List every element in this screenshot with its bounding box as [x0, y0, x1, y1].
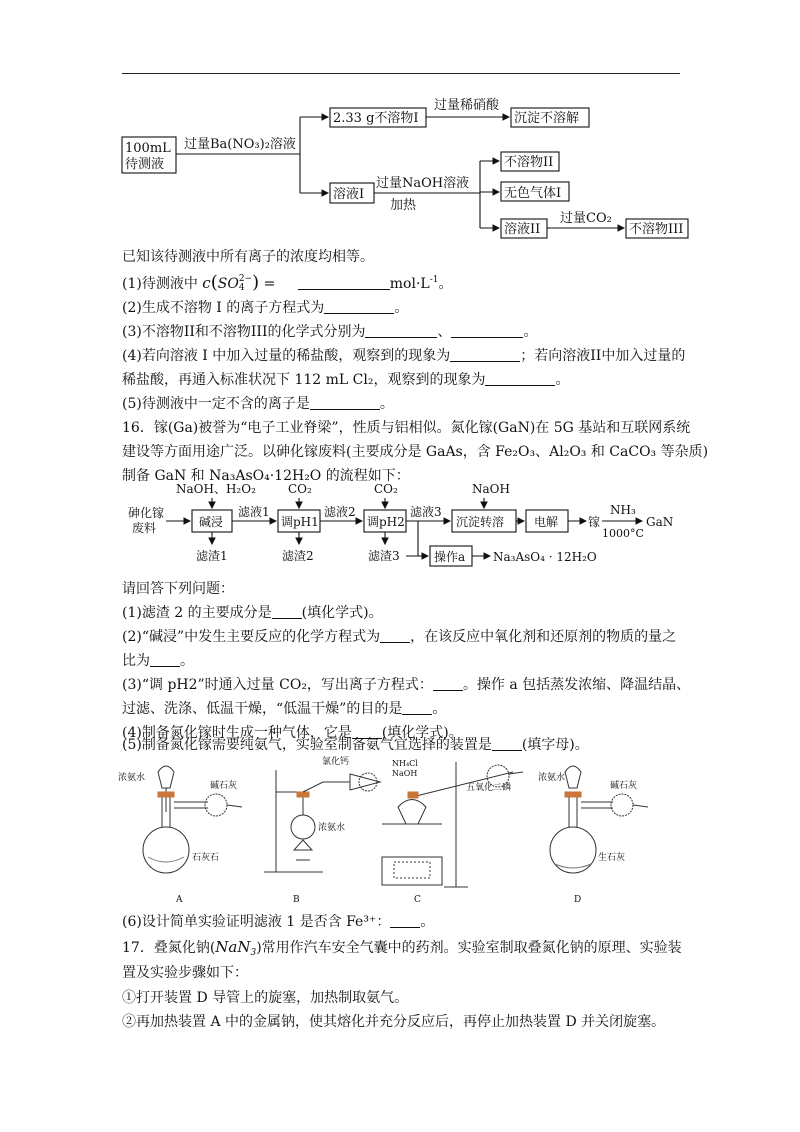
q16-ask: 请回答下列问题：: [122, 581, 234, 597]
q16-answer-blank-2b[interactable]: [150, 653, 180, 667]
d-soda-lime-label: 碱石灰: [610, 781, 638, 791]
q16-part3: (3)“调 pH2”时通入过量 CO₂，写出离子方程式： 。操作 a 包括蒸发浓缩、降温结晶、: [122, 677, 691, 693]
header-rule: [122, 73, 680, 74]
b-label: B: [293, 895, 300, 905]
c-nh4cl-label: NH₄Cl: [392, 759, 418, 768]
reagent-naoh-h2o2: NaOH、H₂O₂: [176, 482, 256, 496]
a-ammonia-label: 浓氨水: [118, 773, 146, 783]
q16-part2-cont: 比为 。: [122, 653, 194, 669]
q16-answer-blank-1[interactable]: [272, 605, 302, 619]
gallium-label: 镓: [588, 515, 601, 529]
reagent-co2: 过量CO₂: [560, 211, 612, 226]
q15-answer-blank-4a[interactable]: [450, 348, 520, 362]
q16-answer-blank-2a[interactable]: [380, 629, 410, 643]
q16-answer-blank-3b[interactable]: [402, 701, 432, 715]
raw-material-line1: 砷化镓: [128, 506, 165, 520]
heat-label: 加热: [390, 198, 417, 213]
a-soda-lime-label: 碱石灰: [210, 781, 238, 791]
colorless-gas-box: 无色气体I: [504, 186, 562, 201]
q16-part3-cont: 过滤、洗涤、低温干燥，“低温干燥”的目的是 。: [122, 701, 447, 717]
insoluble-1-box: 2.33 g不溶物I: [333, 111, 419, 126]
q16-part2: (2)“碱浸”中发生主要反应的化学方程式为 ，在该反应中氧化剂和还原剂的物质的量之: [122, 629, 677, 645]
solution-1-box: 溶液I: [333, 187, 365, 202]
d-label: D: [574, 895, 582, 905]
q16-part5: (5)制备氮化镓需要纯氨气，实验室制备氨气宜选择的装置是 (填字母)。: [122, 737, 589, 753]
naoh-input: NaOH: [472, 482, 510, 496]
step-precipitate-dissolve: 沉淀转溶: [456, 515, 505, 529]
q16-answer-blank-5[interactable]: [492, 737, 522, 751]
reagent-dilute-nitric-acid: 过量稀硝酸: [434, 98, 500, 113]
b-ammonia-label: 浓氨水: [318, 823, 346, 833]
q15-part3: (3)不溶物II和不溶物III的化学式分别为 、 。: [122, 324, 538, 340]
step-alkali-leach: 碱浸: [199, 515, 224, 529]
q15-part4-cont: 稀盐酸，再通入标准状况下 112 mL Cl₂，观察到的现象为 。: [122, 372, 570, 388]
flowchart-ion-analysis: [118, 92, 708, 242]
q17-step1: ①打开装置 D 导管上的旋塞，加热制取氨气。: [122, 990, 409, 1006]
nh3-label: NH₃: [610, 503, 636, 517]
c-p2o5-label: 五氧化二磷: [466, 783, 512, 793]
co2-input-1: CO₂: [288, 482, 312, 496]
q16-answer-blank-3a[interactable]: [433, 677, 463, 691]
apparatus-c: [382, 762, 523, 887]
q17-intro-cont: 置及实验步骤如下：: [122, 965, 248, 981]
filtrate-1: 滤液1: [238, 505, 270, 519]
q16-intro-1: 16．镓(Ga)被誉为“电子工业脊梁”，性质与铝相似。氮化镓(GaN)在 5G 基站和互联网系统: [122, 420, 691, 436]
b-cacl2-label: 氯化钙: [322, 757, 350, 767]
insoluble-2-box: 不溶物II: [504, 155, 554, 170]
reagent-naoh: 过量NaOH溶液: [376, 176, 470, 191]
q15-part1: (1)待测液中 c(SO 2− 4 ) = $mol\cdot L^{-1}$。: [122, 272, 453, 293]
q15-part2: (2)生成不溶物 I 的离子方程式为 。: [122, 300, 409, 316]
step-electrolysis: 电解: [534, 515, 559, 529]
c-naoh-label: NaOH: [392, 769, 418, 778]
flowchart-gan-preparation: [118, 478, 708, 574]
step-adjust-ph2: 调pH2: [367, 515, 405, 529]
co2-input-2: CO₂: [374, 482, 398, 496]
filtrate-3: 滤液3: [410, 505, 442, 519]
d-ammonia-label: 浓氨水: [538, 773, 566, 783]
gan-product: GaN: [646, 515, 674, 529]
insoluble-3-box: 不溶物III: [629, 222, 684, 237]
q15-answer-blank-3a[interactable]: [365, 324, 437, 338]
solution-2-box: 溶液II: [504, 222, 541, 237]
a-label: A: [176, 895, 183, 905]
operation-a-box: 操作a: [434, 550, 466, 564]
c-label: C: [414, 895, 421, 905]
q15-answer-blank-1[interactable]: [298, 276, 390, 290]
q16-part6: (6)设计简单实验证明滤液 1 是否含 Fe³⁺： 。: [122, 914, 435, 930]
q15-answer-blank-2[interactable]: [324, 300, 394, 314]
sample-volume: 100mL: [125, 141, 171, 156]
q16-part1: (1)滤渣 2 的主要成分是 (填化学式)。: [122, 605, 383, 621]
step-adjust-ph1: 调pH1: [281, 515, 319, 529]
precipitate-undissolved-box: 沉淀不溶解: [514, 111, 580, 126]
q15-answer-blank-3b[interactable]: [451, 324, 523, 338]
q15-known: 已知该待测液中所有离子的浓度均相等。: [122, 249, 374, 265]
residue-3: 滤渣3: [368, 549, 400, 563]
temperature-label: 1000°C: [602, 527, 644, 540]
d-quicklime-label: 生石灰: [598, 853, 626, 863]
a-limestone-label: 石灰石: [192, 853, 220, 863]
filtrate-2: 滤液2: [324, 505, 356, 519]
q15-part5: (5)待测液中一定不含的离子是 。: [122, 396, 394, 412]
reagent-ba-nitrate: 过量Ba(NO₃)₂溶液: [184, 137, 296, 152]
q15-answer-blank-4b[interactable]: [485, 372, 555, 386]
q16-part4: (4)制备氮化镓时生成一种气体，它是 (填化学式)。: [122, 725, 463, 741]
residue-2: 滤渣2: [282, 549, 314, 563]
q16-answer-blank-6[interactable]: [390, 914, 420, 928]
residue-1: 滤渣1: [196, 549, 228, 563]
sample-name: 待测液: [125, 157, 165, 172]
product-sodium-arsenate: Na₃AsO₄ · 12H₂O: [493, 550, 597, 564]
q15-answer-blank-5[interactable]: [310, 396, 380, 410]
q17-step2: ②再加热装置 A 中的金属钠，使其熔化并充分反应后，再停止加热装置 D 并关闭旋塞。: [122, 1014, 666, 1030]
q15-part4: (4)若向溶液 I 中加入过量的稀盐酸，观察到的现象为 ；若向溶液II中加入过量的: [122, 348, 686, 364]
raw-material-line2: 废料: [132, 521, 157, 535]
apparatus-b: [264, 770, 380, 872]
q17-intro: 17．叠氮化钠(NaN$_3$)常用作汽车安全气囊中的药剂。实验室制取叠氮化钠的原理、实验装: [122, 938, 682, 958]
apparatus-figures: [118, 752, 678, 907]
q16-intro-2: 建设等方面用途广泛。以砷化镓废料(主要成分是 GaAs，含 Fe₂O₃、Al₂O₃ 和 CaCO₃ 等杂质): [122, 444, 709, 460]
q16-intro-3: 制备 GaN 和 Na₃AsO₄·12H₂O 的流程如下：: [122, 468, 410, 484]
